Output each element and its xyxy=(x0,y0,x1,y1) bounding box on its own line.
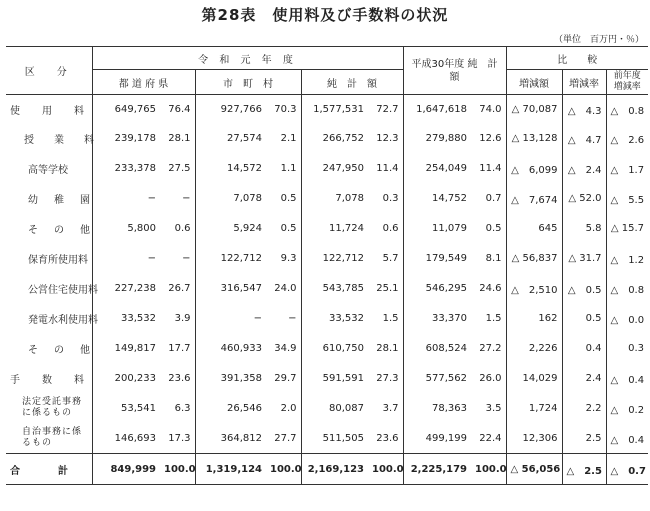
cell-c1: − xyxy=(147,192,156,204)
cell-c9: △ 2,510 xyxy=(506,273,562,303)
cell-c9: 2,226 xyxy=(506,333,562,363)
cell-c9: △ 70,087 xyxy=(506,95,562,124)
cell-c11: △ 0.0 xyxy=(610,314,645,326)
cell-c7: 11,079 xyxy=(432,222,467,234)
cell-c5: 80,087 xyxy=(329,402,364,414)
col-heisei: 平成30年度 純 計 額 xyxy=(403,47,506,95)
cell-c10: △ 2.4 xyxy=(562,153,606,183)
cell-c10: △ 31.7 xyxy=(562,243,606,273)
usage-fee-table xyxy=(6,46,648,485)
cell-c8: 27.2 xyxy=(471,333,506,363)
cell-c5: 247,950 xyxy=(322,162,364,174)
cell-c8: 22.4 xyxy=(471,423,506,454)
cell-c4: − xyxy=(266,303,301,333)
page-title: 第28表 使用料及び手数料の状況 xyxy=(201,6,449,24)
col-category: 区 分 xyxy=(6,47,92,95)
cell-c3: − xyxy=(253,312,262,324)
cell-c3: 927,766 xyxy=(220,103,262,115)
cell-c2: 23.6 xyxy=(160,363,195,393)
cell-c4: 24.0 xyxy=(266,273,301,303)
cell-c2: 76.4 xyxy=(160,95,195,124)
cell-c11: △ 1.7 xyxy=(610,164,645,176)
cell-c8: 24.6 xyxy=(471,273,506,303)
row-label: 使 用 料 xyxy=(6,95,92,124)
row-label: 高等学校 xyxy=(6,153,92,183)
table-row xyxy=(6,273,648,303)
cell-c5: 610,750 xyxy=(322,342,364,354)
cell-c6: 0.3 xyxy=(368,183,403,213)
col-reiwa: 令 和 元 年 度 xyxy=(92,47,403,70)
table-row xyxy=(6,183,648,213)
cell-c6: 5.7 xyxy=(368,243,403,273)
cell-c1: 233,378 xyxy=(114,162,156,174)
col-zougenritsu: 増減率 xyxy=(562,70,606,95)
cell-c2: 0.6 xyxy=(160,213,195,243)
table-row xyxy=(6,333,648,363)
cell-c3: 1,319,124 xyxy=(205,463,262,475)
cell-c6: 1.5 xyxy=(368,303,403,333)
cell-c1: 649,765 xyxy=(114,103,156,115)
cell-c9: △ 56,837 xyxy=(506,243,562,273)
cell-c11: △ 15.7 xyxy=(610,222,645,234)
cell-c2: 100.0 xyxy=(160,454,195,485)
cell-c10: 0.4 xyxy=(562,333,606,363)
cell-c5: 122,712 xyxy=(322,252,364,264)
row-label: 授 業 料 xyxy=(6,123,92,153)
cell-c3: 7,078 xyxy=(233,192,262,204)
table-row xyxy=(6,243,648,273)
table-row xyxy=(6,213,648,243)
cell-c5: 1,577,531 xyxy=(313,103,364,115)
cell-c7: 33,370 xyxy=(432,312,467,324)
cell-c9: 645 xyxy=(506,213,562,243)
cell-c11: △ 5.5 xyxy=(610,194,645,206)
cell-c2: 26.7 xyxy=(160,273,195,303)
cell-c7: 577,562 xyxy=(425,372,467,384)
cell-c9: 1,724 xyxy=(506,393,562,423)
cell-c3: 27,574 xyxy=(227,132,262,144)
row-label: 合 計 xyxy=(6,454,92,485)
cell-c8: 0.7 xyxy=(471,183,506,213)
cell-c10: △ 4.7 xyxy=(562,123,606,153)
cell-c6: 28.1 xyxy=(368,333,403,363)
row-label: 幼 稚 園 xyxy=(6,183,92,213)
cell-c3: 26,546 xyxy=(227,402,262,414)
cell-c6: 12.3 xyxy=(368,123,403,153)
table-row xyxy=(6,95,648,124)
cell-c3: 364,812 xyxy=(220,432,262,444)
cell-c9: 12,306 xyxy=(506,423,562,454)
cell-c8: 8.1 xyxy=(471,243,506,273)
row-label: 手 数 料 xyxy=(6,363,92,393)
cell-c6: 25.1 xyxy=(368,273,403,303)
row-label: 公営住宅使用料 xyxy=(6,273,92,303)
cell-c10: 2.5 xyxy=(562,423,606,454)
col-shichoson: 市 町 村 xyxy=(195,70,301,95)
cell-c4: 1.1 xyxy=(266,153,301,183)
cell-c2: − xyxy=(160,183,195,213)
cell-c8: 12.6 xyxy=(471,123,506,153)
cell-c11: △ 0.7 xyxy=(610,465,646,477)
cell-c8: 26.0 xyxy=(471,363,506,393)
col-junkei: 純 計 額 xyxy=(301,70,403,95)
cell-c10: 2.4 xyxy=(562,363,606,393)
cell-c5: 543,785 xyxy=(322,282,364,294)
cell-c11: △ 0.2 xyxy=(610,404,645,416)
cell-c11: △ 0.8 xyxy=(610,105,645,117)
cell-c8: 11.4 xyxy=(471,153,506,183)
cell-c10: △ 4.3 xyxy=(562,95,606,124)
cell-c4: 2.0 xyxy=(266,393,301,423)
cell-c5: 7,078 xyxy=(335,192,364,204)
cell-c3: 391,358 xyxy=(220,372,262,384)
cell-c7: 608,524 xyxy=(425,342,467,354)
col-zennendo: 前年度 増減率 xyxy=(613,71,641,92)
table-row xyxy=(6,123,648,153)
cell-c5: 266,752 xyxy=(322,132,364,144)
cell-c7: 1,647,618 xyxy=(416,103,467,115)
cell-c1: − xyxy=(147,252,156,264)
cell-c5: 2,169,123 xyxy=(307,463,364,475)
cell-c9: 14,029 xyxy=(506,363,562,393)
cell-c2: 17.3 xyxy=(160,423,195,454)
cell-c4: 70.3 xyxy=(266,95,301,124)
cell-c8: 3.5 xyxy=(471,393,506,423)
table-row xyxy=(6,303,648,333)
cell-c1: 849,999 xyxy=(110,463,156,475)
cell-c9: △ 56,056 xyxy=(506,454,562,485)
table-row xyxy=(6,393,648,423)
row-label: 自治事務に係るもの xyxy=(6,423,92,454)
cell-c4: 0.5 xyxy=(266,183,301,213)
cell-c7: 179,549 xyxy=(425,252,467,264)
cell-c6: 3.7 xyxy=(368,393,403,423)
cell-c3: 460,933 xyxy=(220,342,262,354)
table-row xyxy=(6,153,648,183)
cell-c7: 78,363 xyxy=(432,402,467,414)
cell-c1: 5,800 xyxy=(127,222,156,234)
table-row xyxy=(6,363,648,393)
cell-c2: 3.9 xyxy=(160,303,195,333)
cell-c8: 0.5 xyxy=(471,213,506,243)
cell-c8: 1.5 xyxy=(471,303,506,333)
cell-c3: 5,924 xyxy=(233,222,262,234)
col-zougen: 増減額 xyxy=(506,70,562,95)
cell-c10: △ 2.5 xyxy=(562,454,606,485)
cell-c5: 591,591 xyxy=(322,372,364,384)
cell-c4: 29.7 xyxy=(266,363,301,393)
cell-c3: 122,712 xyxy=(220,252,262,264)
cell-c5: 11,724 xyxy=(329,222,364,234)
cell-c6: 100.0 xyxy=(368,454,403,485)
cell-c4: 2.1 xyxy=(266,123,301,153)
cell-c1: 149,817 xyxy=(114,342,156,354)
cell-c2: 17.7 xyxy=(160,333,195,363)
cell-c1: 33,532 xyxy=(121,312,156,324)
table-row xyxy=(6,423,648,454)
cell-c4: 9.3 xyxy=(266,243,301,273)
cell-c1: 200,233 xyxy=(114,372,156,384)
cell-c2: − xyxy=(160,243,195,273)
cell-c6: 72.7 xyxy=(368,95,403,124)
unit-note: （単位 百万円・％） xyxy=(553,35,644,45)
cell-c4: 0.5 xyxy=(266,213,301,243)
cell-c5: 511,505 xyxy=(322,432,364,444)
cell-c10: △ 0.5 xyxy=(562,273,606,303)
cell-c6: 27.3 xyxy=(368,363,403,393)
cell-c10: 2.2 xyxy=(562,393,606,423)
cell-c4: 27.7 xyxy=(266,423,301,454)
table-row xyxy=(6,454,648,485)
cell-c9: 162 xyxy=(506,303,562,333)
col-compare: 比 較 xyxy=(506,47,648,70)
cell-c10: △ 52.0 xyxy=(562,183,606,213)
cell-c11: △ 0.4 xyxy=(610,374,645,386)
cell-c11: 0.3 xyxy=(628,342,645,354)
cell-c7: 254,049 xyxy=(425,162,467,174)
cell-c1: 227,238 xyxy=(114,282,156,294)
cell-c11: △ 1.2 xyxy=(610,254,645,266)
cell-c7: 546,295 xyxy=(425,282,467,294)
cell-c10: 0.5 xyxy=(562,303,606,333)
cell-c10: 5.8 xyxy=(562,213,606,243)
cell-c8: 100.0 xyxy=(471,454,506,485)
cell-c6: 23.6 xyxy=(368,423,403,454)
row-label: 発電水利使用料 xyxy=(6,303,92,333)
cell-c4: 34.9 xyxy=(266,333,301,363)
cell-c11: △ 0.8 xyxy=(610,284,645,296)
cell-c8: 74.0 xyxy=(471,95,506,124)
cell-c11: △ 0.4 xyxy=(610,434,645,446)
cell-c4: 100.0 xyxy=(266,454,301,485)
cell-c3: 316,547 xyxy=(220,282,262,294)
cell-c9: △ 13,128 xyxy=(506,123,562,153)
cell-c2: 28.1 xyxy=(160,123,195,153)
cell-c9: △ 6,099 xyxy=(506,153,562,183)
cell-c2: 6.3 xyxy=(160,393,195,423)
cell-c9: △ 7,674 xyxy=(506,183,562,213)
row-label: そ の 他 xyxy=(6,333,92,363)
cell-c6: 0.6 xyxy=(368,213,403,243)
cell-c3: 14,572 xyxy=(227,162,262,174)
cell-c7: 499,199 xyxy=(425,432,467,444)
cell-c7: 279,880 xyxy=(425,132,467,144)
cell-c11: △ 2.6 xyxy=(610,134,645,146)
col-todofuken: 都 道 府 県 xyxy=(92,70,195,95)
cell-c7: 2,225,179 xyxy=(410,463,467,475)
cell-c7: 14,752 xyxy=(432,192,467,204)
row-label: 保育所使用料 xyxy=(6,243,92,273)
row-label: そ の 他 xyxy=(6,213,92,243)
cell-c1: 53,541 xyxy=(121,402,156,414)
row-label: 法定受託事務に係るもの xyxy=(6,393,92,423)
cell-c5: 33,532 xyxy=(329,312,364,324)
cell-c6: 11.4 xyxy=(368,153,403,183)
cell-c1: 146,693 xyxy=(114,432,156,444)
cell-c2: 27.5 xyxy=(160,153,195,183)
cell-c1: 239,178 xyxy=(114,132,156,144)
